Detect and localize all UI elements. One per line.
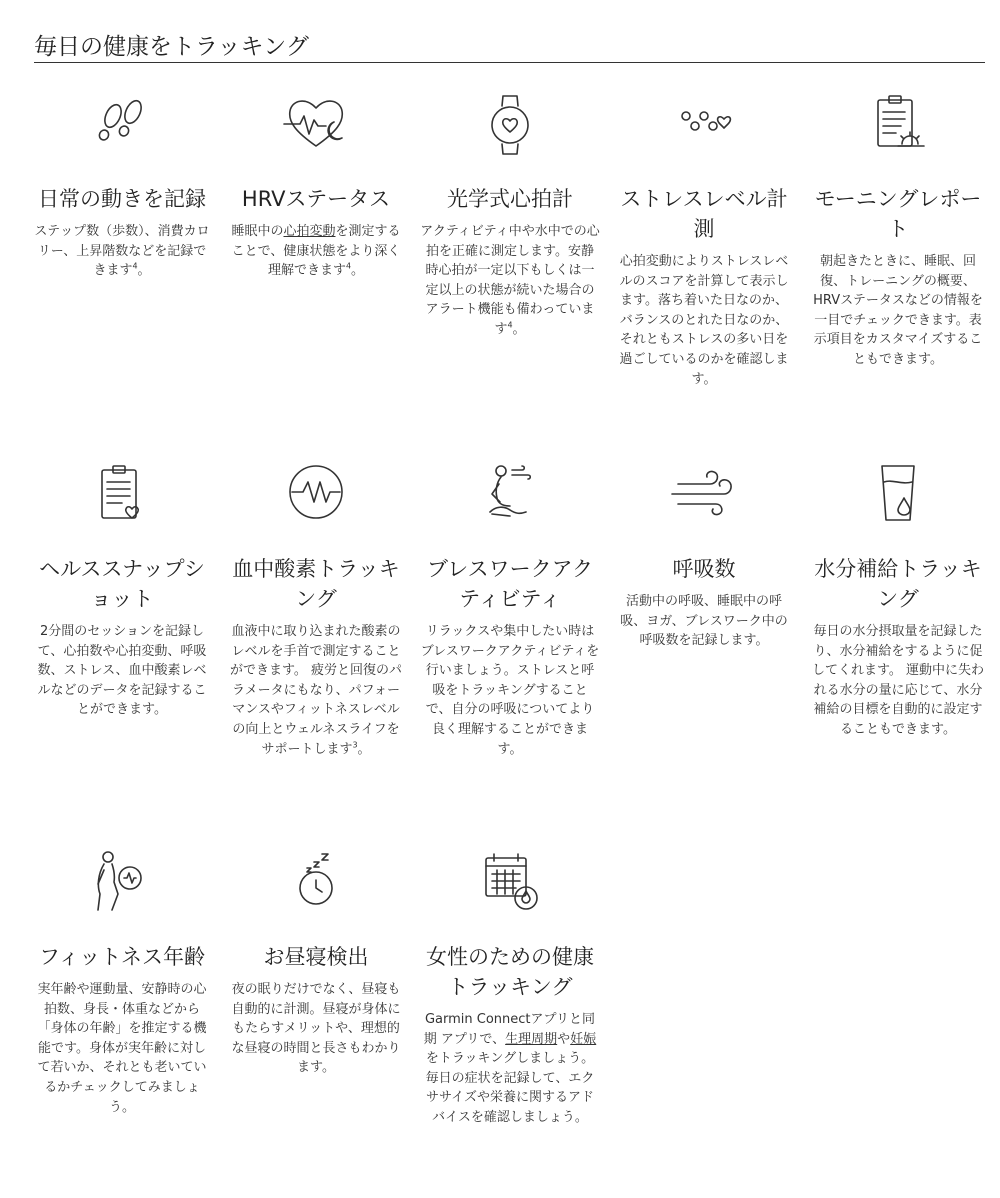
feature-title: 水分補給トラッキング: [814, 557, 982, 611]
feature-title: 女性のための健康トラッキング: [426, 945, 594, 999]
feature-title: お昼寝検出: [263, 945, 369, 969]
feature-title: 呼吸数: [672, 557, 736, 581]
feature-daily-activity: [32, 92, 212, 281]
pulse-ox-icon: [276, 462, 356, 528]
feature-description: 2分間のセッションを記録して、心拍数や心拍変動、呼吸数、ストレス、血中酸素レベルなどのデータを記録することができます。: [37, 624, 207, 718]
feature-description: 毎日の水分摂取量を記録したり、水分補給をするように促してくれます。 運動中に失われる水分の量に応じて、水分補給の目標を自動的に設定することもできます。: [811, 624, 985, 737]
hrv-link[interactable]: 心拍変動: [283, 224, 336, 239]
feature-womens-health: [420, 850, 600, 1128]
feature-health-snapshot: [32, 462, 212, 720]
feature-hydration: [808, 462, 988, 740]
nap-clock-icon: [276, 850, 356, 916]
feature-description: リラックスや集中したい時はブレスワークアクティビティを行いましょう。ストレスと呼吸をトラッキングすることで、自分の呼吸についてより良く理解することができます。: [420, 624, 600, 757]
feature-description: 睡眠中の心拍変動を測定することで、健康状態をより深く理解できます$^4$。: [231, 224, 401, 279]
feature-description: 夜の眠りだけでなく、昼寝も自動的に計測。昼寝が身体にもたらすメリットや、理想的な昼寝の時間と長さもわかります。: [231, 982, 401, 1076]
breathwork-icon: [470, 462, 550, 528]
heart-hrv-icon: [276, 92, 356, 158]
section-title: 毎日の健康をトラッキング: [34, 33, 985, 63]
feature-breathwork: [420, 462, 600, 759]
feature-title: HRVステータス: [241, 187, 391, 211]
feature-fitness-age: [32, 850, 212, 1117]
footsteps-icon: [82, 92, 162, 158]
feature-title: ストレスレベル計測: [620, 187, 788, 241]
stress-wave-icon: [664, 92, 744, 158]
fitness-age-icon: [82, 850, 162, 916]
menstrual-cycle-link[interactable]: 生理周期: [505, 1031, 558, 1047]
feature-nap-detection: [226, 850, 406, 1078]
feature-description: アクティビティ中や水中での心拍を正確に測定します。安静時心拍が一定以下もしくは一定以上の状態が続いた場合のアラート機能も備わっています$^4$。: [420, 224, 600, 337]
feature-stress: [614, 92, 794, 389]
feature-morning-report: [808, 92, 988, 370]
clipboard-heart-icon: [82, 462, 162, 528]
feature-description: Garmin Connectアプリと同期 アプリで、生理周期や妊娠をトラッキングしましょう。毎日の症状を記録して、エクササイズや栄養に関するアドバイスを確認しましょう。: [423, 1012, 597, 1125]
water-glass-icon: [858, 462, 938, 528]
feature-title: フィットネス年齢: [38, 945, 206, 969]
feature-title: ヘルススナップショット: [39, 557, 205, 611]
feature-pulse-ox: [226, 462, 406, 759]
wind-icon: [664, 462, 744, 528]
feature-description: ステップ数（歩数）、消費カロリー、上昇階数などを記録できます$^4$。: [34, 224, 210, 279]
feature-description: 血液中に取り込まれた酸素のレベルを手首で測定することができます。 疲労と回復のパラメータにもなり、パフォーマンスやフィットネスレベルの向上とウェルネスライフをサポートします$^3$。: [229, 624, 403, 757]
feature-description: 活動中の呼吸、睡眠中の呼吸、ヨガ、ブレスワーク中の呼吸数を記録します。: [620, 594, 788, 649]
feature-title: モーニングレポート: [814, 187, 982, 241]
feature-title: 血中酸素トラッキング: [232, 557, 400, 611]
feature-respiration: [614, 462, 794, 651]
feature-title: 光学式心拍計: [447, 187, 573, 211]
feature-description: 心拍変動によりストレスレベルのスコアを計算して表示します。落ち着いた日なのか、バランスのとれた日なのか、それともストレスの多い日を過ごしているのかを確認します。: [619, 254, 789, 387]
feature-title: 日常の動きを記録: [38, 187, 206, 211]
feature-hrv-status: [226, 92, 406, 281]
clipboard-sunrise-icon: [858, 92, 938, 158]
feature-description: 実年齢や運動量、安静時の心拍数、身長・体重などから「身体の年齢」を推定する機能です。身体が実年齢に対して若いか、それとも老いているかチェックしてみましょう。: [37, 982, 207, 1115]
feature-optical-hr: [420, 92, 600, 340]
feature-description: 朝起きたときに、睡眠、回復、トレーニングの概要、HRVステータスなどの情報を一目でチェックできます。表示項目をカスタマイズすることもできます。: [813, 254, 983, 367]
feature-title: ブレスワークアクティビティ: [427, 557, 593, 611]
pregnancy-link[interactable]: 妊娠: [570, 1031, 597, 1047]
calendar-drop-icon: [470, 850, 550, 916]
watch-heart-icon: [470, 92, 550, 158]
